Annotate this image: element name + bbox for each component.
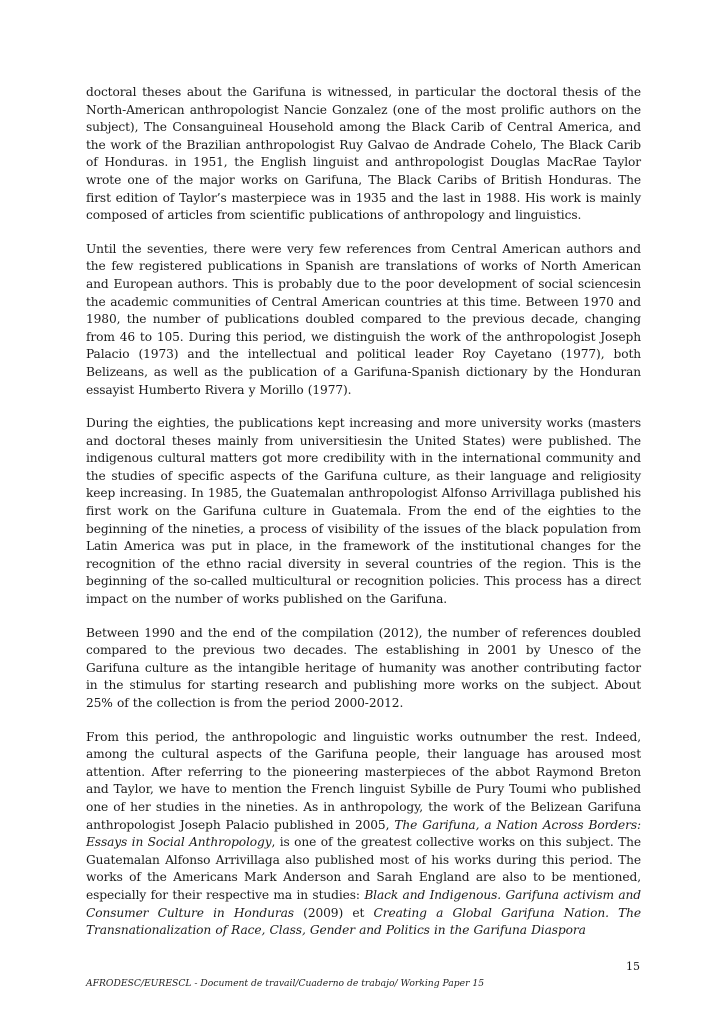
body-text — [86, 84, 641, 956]
paragraph — [86, 625, 641, 713]
paragraph-text: (2009) et — [293, 905, 374, 920]
paragraph — [86, 415, 641, 609]
italic-title-text: Creating a Global Garifuna Nation. The Transnationalization of Race, Class, Gender and Politics in the Garifuna Diaspora — [86, 905, 642, 938]
paragraph — [86, 241, 641, 399]
italic-title-text: Black and Indigenous. Garifuna activism and Consumer Culture in Honduras — [86, 887, 641, 920]
paragraph-text: During the eighties, the publications kept increasing and more university works (masters and doctoral theses mainly from universitiesin the United States) were published. The indigenous cultural matters got more credibility with in the international community and the studies of specific aspects of the Garifuna culture, as their language and religiosity keep increasing. In 1985, the Guatemalan anthropologist Alfonso Arrivillaga published his first work on the Garifuna culture in Guatemala. From the end of the eighties to the beginning of the nineties, a process of visibility of the issues of the black population from Latin America was put in place, in the framework of the institutional changes for the recognition of the ethno racial diversity in several countries of the region. This is the beginning of the so-called multicultural or recognition policies. This process has a direct impact on the number of works published on the Garifuna. — [86, 416, 641, 607]
paragraph — [86, 729, 641, 940]
paragraph-text: Until the seventies, there were very few references from Central American authors and the few registered publications in Spanish are translations of works of North American and European authors. This is probably due to the poor development of social sciencesin the academic communities of Central American countries at this time. Between 1970 and 1980, the number of publications doubled compared to the previous decade, changing from 46 to 105. During this period, we distinguish the work of the anthropologist Joseph Palacio (1973) and the intellectual and political leader Roy Cayetano (1977), both Belizeans, as well as the publication of a Garifuna-Spanish dictionary by the Honduran essayist Humberto Rivera y Morillo (1977). — [86, 241, 641, 397]
paragraph-text: , is one of the greatest collective works on this subject. The Guatemalan Alfonso Arrivillaga also published most of his works during this period. The works of the Americans Mark Anderson and Sarah England are also to be mentioned, especially for their respective ma in studies: — [86, 835, 641, 902]
page-number: 15 — [626, 960, 640, 973]
paragraph-text: From this period, the anthropologic and linguistic works outnumber the rest. Indeed, among the cultural aspects of the Garifuna people, their language has aroused most attention. After referring to the pioneering masterpieces of the abbot Raymond Breton and Taylor, we have to mention the French linguist Sybille de Pury Toumi who published one of her studies in the nineties. As in anthropology, the work of the Belizean Garifuna anthropologist Joseph Palacio published in 2005, — [86, 729, 641, 832]
paragraph-text: doctoral theses about the Garifuna is witnessed, in particular the doctoral thesis of the North-American anthropologist Nancie Gonzalez (one of the most prolific authors on the subject), The Consanguineal Household among the Black Carib of Central America, and the work of the Brazilian anthropologist Ruy Galvao de Andrade Cohelo, The Black Carib of Honduras. in 1951, the English linguist and anthropologist Douglas MacRae Taylor wrote one of the major works on Garifuna, The Black Caribs of British Honduras. The first edition of Taylor’s masterpiece was in 1935 and the last in 1988. His work is mainly composed of articles from scientific publications of anthropology and linguistics. — [86, 85, 641, 223]
italic-title-text: The Garifuna, a Nation Across Borders: Essays in Social Anthropology — [86, 817, 641, 850]
paragraph — [86, 84, 641, 225]
footer-text: AFRODESC/EURESCL - Document de travail/Cuaderno de trabajo/ Working Paper 15 — [86, 978, 485, 989]
paragraph-text: Between 1990 and the end of the compilation (2012), the number of references doubled compared to the previous two decades. The establishing in 2001 by Unesco of the Garifuna culture as the intangible heritage of humanity was another contributing factor in the stimulus for starting research and publishing more works on the subject. About 25% of the collection is from the period 2000-2012. — [86, 625, 641, 710]
